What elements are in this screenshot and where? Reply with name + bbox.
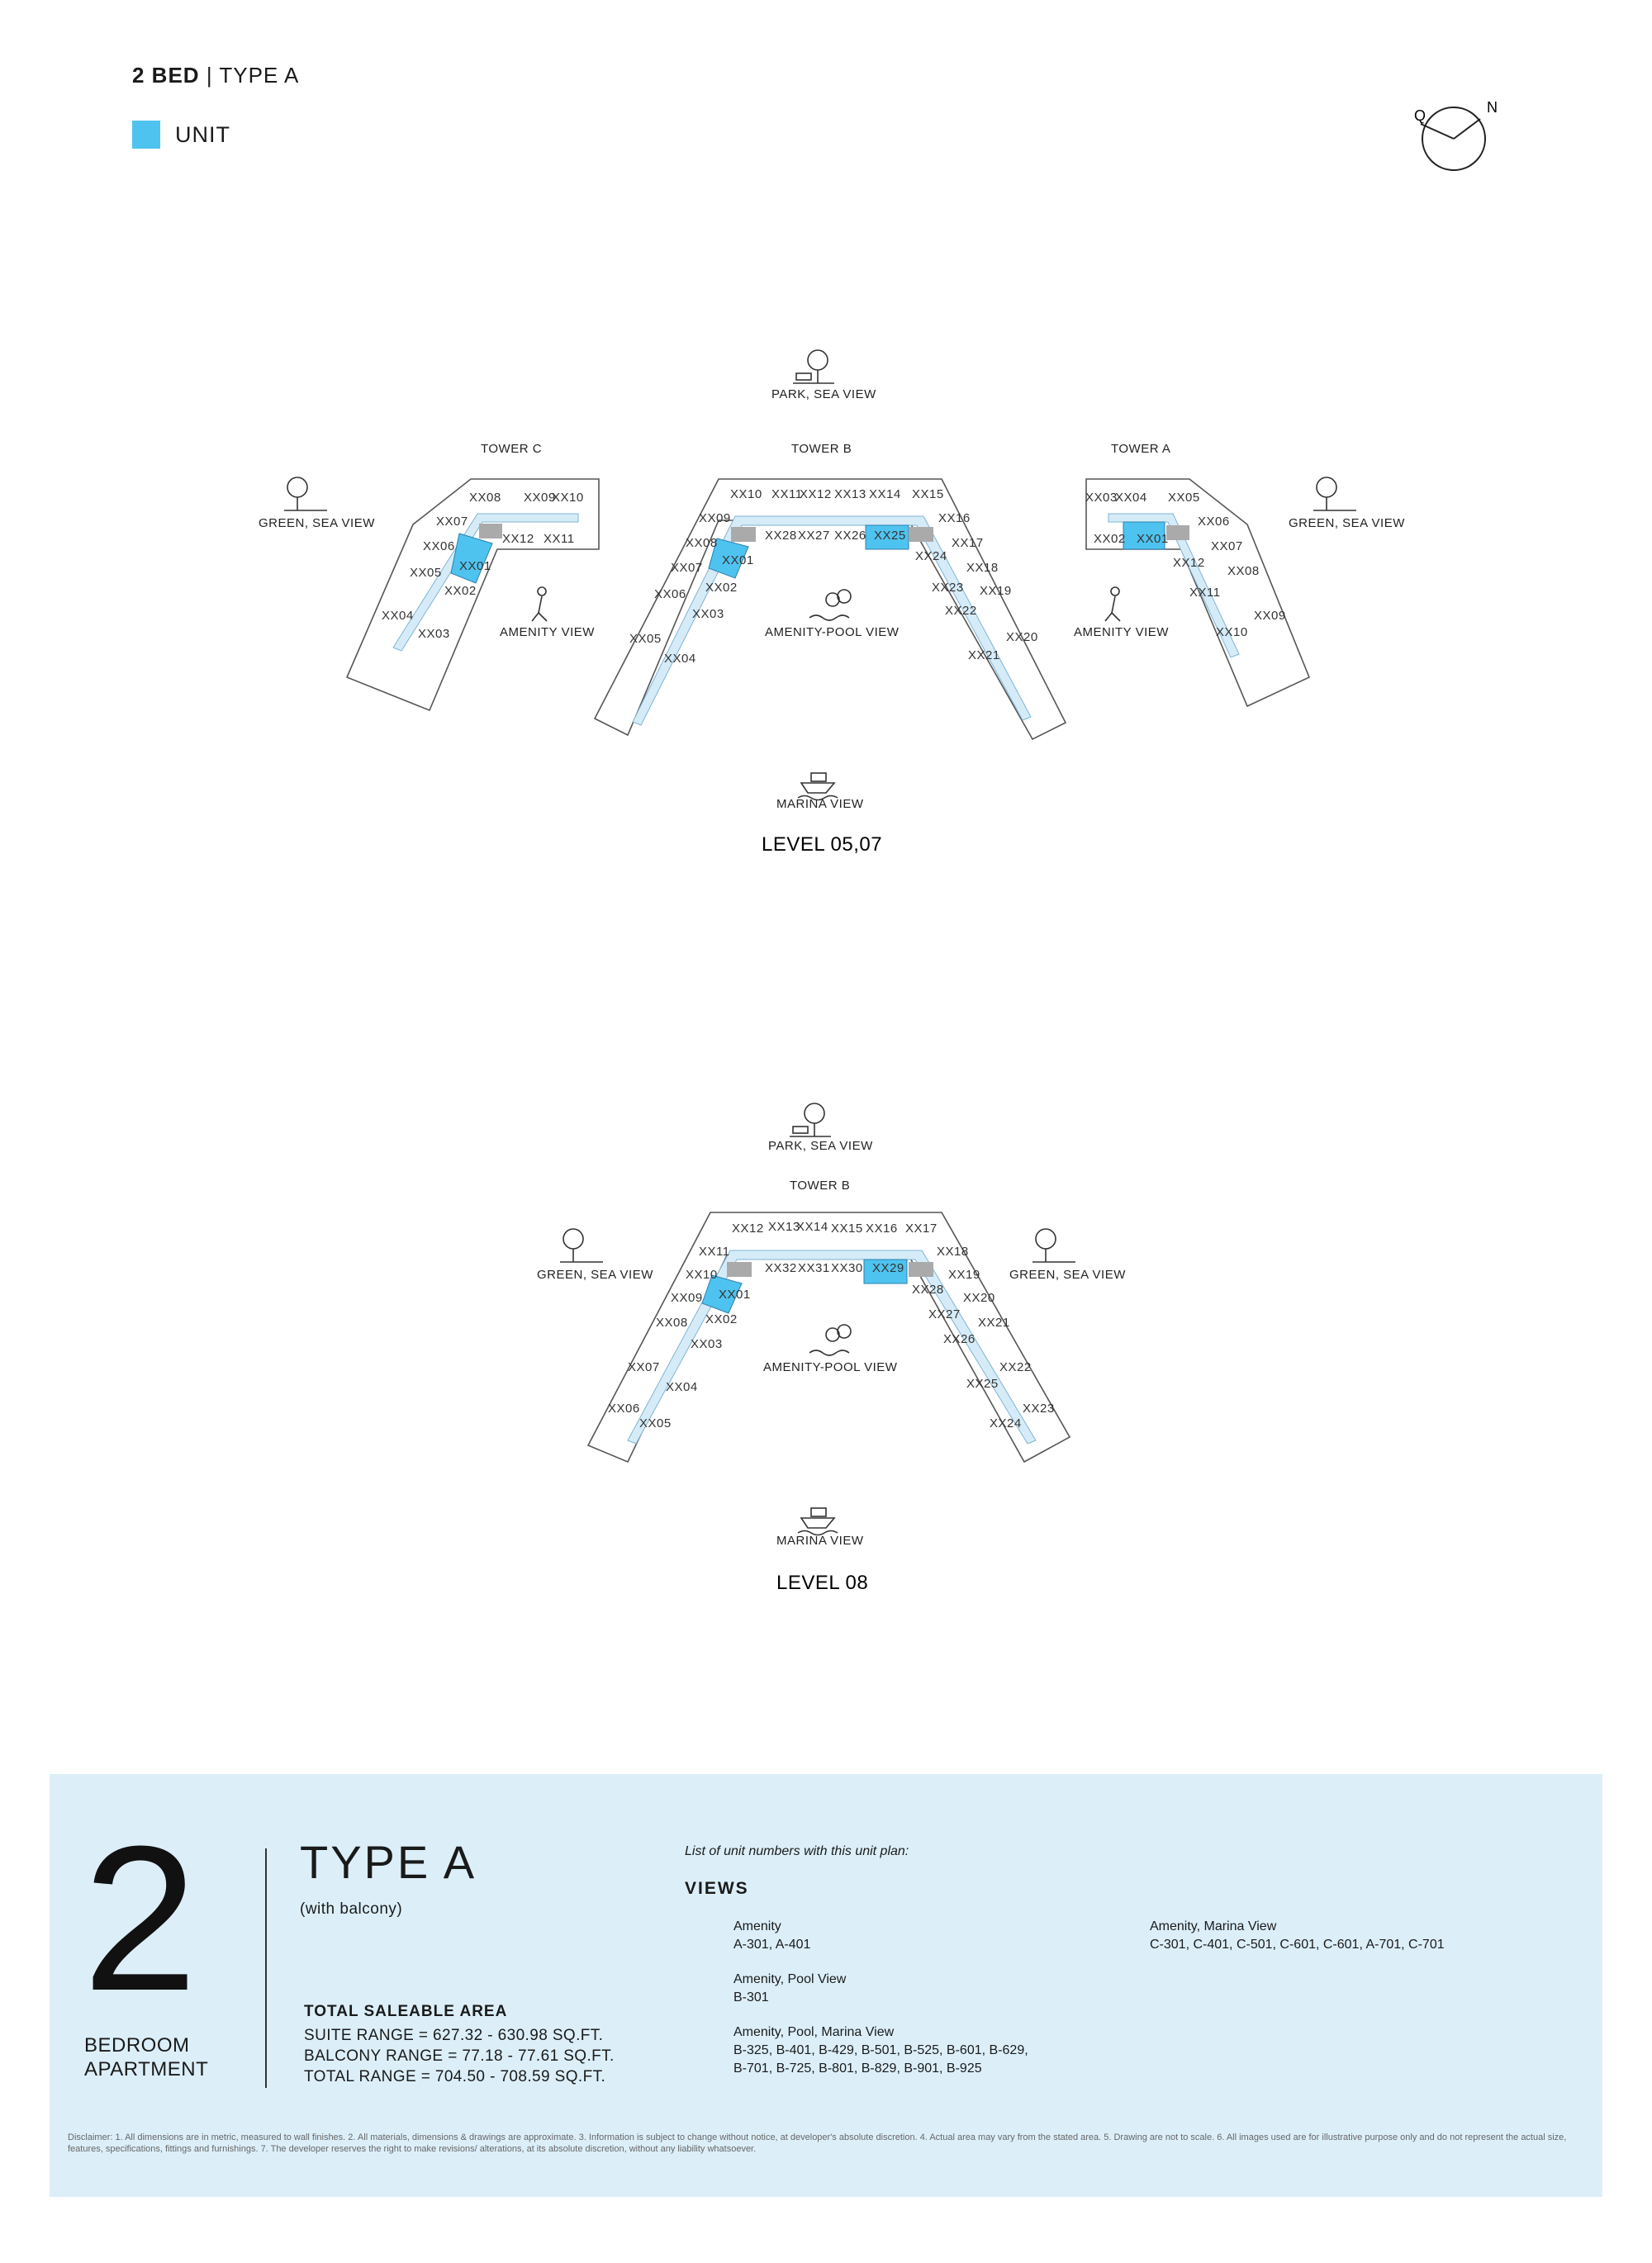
svg-text:XX06: XX06 (423, 539, 455, 553)
pool-icon (809, 590, 851, 620)
unit-list-title: List of unit numbers with this unit plan: (685, 1844, 909, 1858)
view-left-08: GREEN, SEA VIEW (537, 1268, 653, 1282)
svg-text:XX19: XX19 (948, 1268, 980, 1282)
svg-text:XX09: XX09 (524, 491, 556, 505)
svg-text:XX04: XX04 (382, 609, 414, 623)
page-header (132, 63, 299, 88)
park-icon (793, 350, 834, 383)
svg-text:XX05: XX05 (410, 566, 442, 580)
disclaimer: Disclaimer: 1. All dimensions are in metric, measured to wall finishes. 2. All materials, dimensions & drawings are approximate. 3. Information is subject to change without notice, at developer's absolute discretion. 4. Actual area may vary from the stated area. 5. Drawing are not to scale. 6. All images used are for illustrative purpose only and do not represent the actual size, features, specifications, fittings and furnishings. 7. The developer reserves the right to make revisions/ alterations, at its absolute discretion, without any liability whatsoever. (68, 2133, 1567, 2154)
svg-text:XX12: XX12 (502, 532, 534, 546)
svg-text:XX03: XX03 (418, 627, 450, 641)
svg-text:XX09: XX09 (699, 511, 731, 525)
svg-text:XX32: XX32 (765, 1261, 797, 1275)
svg-text:XX06: XX06 (608, 1402, 640, 1416)
view-group-pool: Amenity, Pool View B-301 (733, 1972, 847, 2004)
svg-text:XX27: XX27 (928, 1307, 961, 1321)
floorplan-level-08 (0, 1098, 1652, 1611)
view-amenity-a: AMENITY VIEW (1074, 625, 1169, 639)
svg-text:XX21: XX21 (978, 1316, 1010, 1330)
svg-text:XX17: XX17 (952, 536, 984, 550)
tower-b-label: TOWER B (791, 442, 852, 456)
svg-text:XX09: XX09 (671, 1291, 703, 1305)
svg-text:XX02: XX02 (705, 1312, 738, 1326)
svg-text:XX03: XX03 (692, 607, 724, 621)
svg-text:XX20: XX20 (1006, 630, 1038, 644)
park-icon (790, 1103, 831, 1136)
view-right-08: GREEN, SEA VIEW (1009, 1268, 1126, 1282)
walker-icon (1105, 587, 1120, 621)
view-amenity-c: AMENITY VIEW (500, 625, 595, 639)
svg-text:XX16: XX16 (938, 511, 971, 525)
svg-text:XX19: XX19 (980, 584, 1012, 598)
svg-text:XX27: XX27 (798, 529, 830, 543)
svg-text:XX15: XX15 (831, 1222, 863, 1236)
header-separator: | (206, 63, 213, 88)
view-right: GREEN, SEA VIEW (1289, 516, 1405, 530)
legend-label: UNIT (175, 121, 230, 147)
svg-text:XX06: XX06 (1198, 515, 1230, 529)
bedroom-count: 2 (83, 1803, 198, 2033)
pool-icon (809, 1325, 851, 1355)
svg-text:XX23: XX23 (1023, 1402, 1055, 1416)
view-group-marina: Amenity, Marina View C-301, C-401, C-501, C-601, C-601, A-701, C-701 (1150, 1919, 1445, 1952)
views-heading: VIEWS (685, 1879, 749, 1898)
svg-text:XX15: XX15 (912, 487, 944, 501)
tower-a-label: TOWER A (1111, 442, 1171, 456)
tower-c-label: TOWER C (481, 442, 543, 456)
tree-icon (560, 1229, 603, 1262)
boat-icon (798, 773, 838, 800)
bedroom-apartment-label: BEDROOM APARTMENT (84, 2034, 209, 2080)
svg-text:XX10: XX10 (686, 1268, 718, 1282)
svg-text:XX04: XX04 (666, 1380, 698, 1394)
walker-icon (532, 587, 547, 621)
svg-text:XX20: XX20 (963, 1291, 995, 1305)
compass-icon (1404, 91, 1512, 182)
divider (265, 1848, 267, 2088)
svg-text:XX17: XX17 (905, 1222, 938, 1236)
svg-text:XX05: XX05 (1168, 491, 1200, 505)
svg-text:XX29: XX29 (872, 1261, 904, 1275)
tree-icon (1313, 477, 1356, 510)
tree-icon (1032, 1229, 1075, 1262)
svg-text:XX13: XX13 (768, 1220, 800, 1234)
type-title: TYPE A (300, 1836, 477, 1888)
svg-text:XX21: XX21 (968, 648, 1000, 662)
svg-text:XX02: XX02 (444, 584, 477, 598)
tree-icon (284, 477, 327, 510)
svg-text:XX28: XX28 (765, 529, 797, 543)
floorplan-level-05-07 (0, 330, 1652, 875)
balcony-note: (with balcony) (300, 1900, 403, 1918)
svg-text:XX01: XX01 (459, 559, 491, 573)
svg-text:XX11: XX11 (544, 532, 575, 546)
svg-text:XX08: XX08 (469, 491, 501, 505)
svg-text:XX12: XX12 (800, 487, 832, 501)
svg-text:XX28: XX28 (912, 1283, 944, 1297)
svg-text:XX06: XX06 (654, 587, 686, 601)
level-title-1: LEVEL 05,07 (762, 833, 883, 856)
svg-text:XX10: XX10 (730, 487, 762, 501)
view-group-amenity: Amenity A-301, A-401 (733, 1919, 811, 1952)
svg-text:XX31: XX31 (798, 1261, 830, 1275)
view-top: PARK, SEA VIEW (771, 387, 876, 401)
svg-text:XX03: XX03 (691, 1337, 723, 1351)
view-bottom: MARINA VIEW (776, 797, 864, 811)
boat-icon (798, 1508, 838, 1535)
svg-text:XX10: XX10 (1216, 625, 1248, 639)
svg-text:XX24: XX24 (990, 1416, 1022, 1430)
svg-text:XX12: XX12 (732, 1222, 764, 1236)
svg-text:XX08: XX08 (1227, 564, 1260, 578)
svg-text:XX02: XX02 (1094, 532, 1126, 546)
view-pool: AMENITY-POOL VIEW (765, 625, 900, 639)
svg-text:XX22: XX22 (999, 1360, 1032, 1374)
svg-text:XX07: XX07 (628, 1360, 660, 1374)
svg-text:XX30: XX30 (831, 1261, 863, 1275)
level-title-2: LEVEL 08 (776, 1572, 869, 1594)
svg-text:XX01: XX01 (719, 1288, 751, 1302)
tower-b-label-08: TOWER B (790, 1179, 851, 1193)
svg-text:XX18: XX18 (937, 1245, 969, 1259)
svg-text:XX23: XX23 (932, 581, 964, 595)
svg-text:XX26: XX26 (834, 529, 866, 543)
svg-text:XX14: XX14 (869, 487, 901, 501)
view-top-08: PARK, SEA VIEW (768, 1139, 873, 1153)
unit-type: TYPE A (219, 63, 300, 88)
svg-text:XX26: XX26 (943, 1332, 976, 1346)
svg-text:XX05: XX05 (639, 1416, 672, 1430)
bed-count: 2 BED (132, 63, 200, 88)
svg-text:XX24: XX24 (915, 549, 947, 563)
view-left: GREEN, SEA VIEW (259, 516, 375, 530)
svg-text:XX09: XX09 (1254, 609, 1286, 623)
svg-text:XX03: XX03 (1085, 491, 1118, 505)
svg-text:XX12: XX12 (1173, 556, 1205, 570)
svg-text:XX11: XX11 (1189, 586, 1221, 600)
svg-text:XX01: XX01 (722, 553, 754, 567)
svg-text:XX07: XX07 (671, 561, 703, 575)
svg-text:XX04: XX04 (1115, 491, 1147, 505)
compass-n: N (1487, 99, 1498, 116)
view-bottom-08: MARINA VIEW (776, 1534, 864, 1548)
svg-text:XX08: XX08 (656, 1316, 688, 1330)
svg-text:XX11: XX11 (771, 487, 803, 501)
svg-text:XX04: XX04 (664, 652, 696, 666)
compass-q: Q (1414, 107, 1427, 124)
svg-text:XX16: XX16 (866, 1222, 898, 1236)
legend (132, 121, 230, 149)
svg-text:XX14: XX14 (796, 1220, 828, 1234)
svg-text:XX01: XX01 (1137, 532, 1169, 546)
svg-text:XX08: XX08 (686, 536, 718, 550)
view-group-pool-marina: Amenity, Pool, Marina View B-325, B-401, B-429, B-501, B-525, B-601, B-629, B-701, B-725, B-801, B-829, B-901, B-925 (733, 2025, 1028, 2076)
view-pool-08: AMENITY-POOL VIEW (763, 1360, 898, 1374)
svg-text:XX07: XX07 (1211, 539, 1243, 553)
legend-swatch (132, 121, 160, 149)
svg-text:XX02: XX02 (705, 581, 738, 595)
svg-text:XX25: XX25 (966, 1377, 999, 1391)
svg-text:XX10: XX10 (552, 491, 584, 505)
svg-text:XX22: XX22 (945, 604, 977, 618)
svg-text:XX13: XX13 (834, 487, 866, 501)
svg-text:XX07: XX07 (436, 515, 468, 529)
svg-text:XX05: XX05 (629, 632, 662, 646)
svg-text:XX25: XX25 (874, 529, 906, 543)
svg-text:XX18: XX18 (966, 561, 999, 575)
saleable-area: TOTAL SALEABLE AREA SUITE RANGE = 627.32 - 630.98 SQ.FT. BALCONY RANGE = 77.18 - 77.61 SQ.FT. TOTAL RANGE = 704.50 - 708.59 SQ.FT. (304, 2003, 615, 2085)
svg-text:XX11: XX11 (699, 1245, 730, 1259)
